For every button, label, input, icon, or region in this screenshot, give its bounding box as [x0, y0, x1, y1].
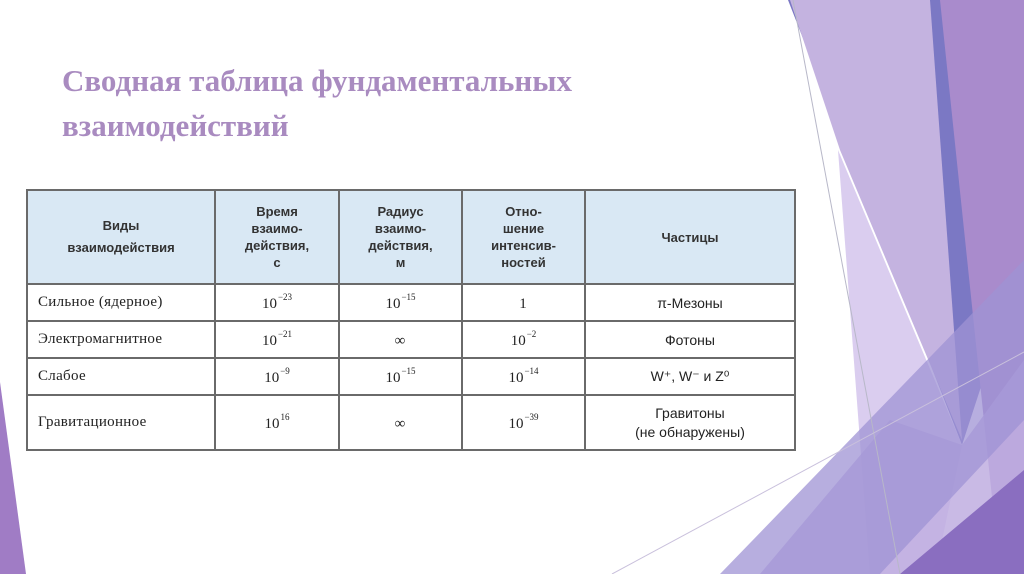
- header-interaction-radius: Радиус взаимо- действия, м: [339, 190, 462, 284]
- cell-type: Электромагнитное: [27, 321, 215, 358]
- cell-radius: $10^{-15}$: [339, 358, 462, 395]
- table-row: [27, 358, 795, 395]
- header-particles: Частицы: [585, 190, 795, 284]
- table-header-row: [27, 190, 795, 284]
- particles-name: Гравитоны: [655, 404, 725, 421]
- cell-ratio: $10^{-14}$: [462, 358, 585, 395]
- cell-type: Гравитационное: [27, 395, 215, 450]
- cell-time: $10^{-21}$: [215, 321, 339, 358]
- cell-particles: π-Мезоны: [585, 284, 795, 321]
- particles-note: (не обнаружены): [635, 423, 745, 440]
- cell-type: Слабое: [27, 358, 215, 395]
- cell-ratio: 1: [462, 284, 585, 321]
- decor-shape-left-sliver: [0, 382, 26, 574]
- interactions-table: [26, 189, 796, 451]
- slide-title: [62, 58, 762, 148]
- cell-time: $10^{-9}$: [215, 358, 339, 395]
- table-row: [27, 284, 795, 321]
- cell-time: $10^{-23}$: [215, 284, 339, 321]
- cell-time: $10^{16}$: [215, 395, 339, 450]
- cell-ratio: $10^{-39}$: [462, 395, 585, 450]
- cell-type: Сильное (ядерное): [27, 284, 215, 321]
- header-interaction-time: Время взаимо- действия, с: [215, 190, 339, 284]
- title-line-1: Сводная таблица фундаментальных: [62, 63, 572, 98]
- title-line-2: взаимодействий: [62, 108, 289, 143]
- header-interaction-type: Виды взаимодействия: [27, 190, 215, 284]
- table-row: [27, 395, 795, 450]
- interactions-table-container: [26, 189, 794, 449]
- cell-radius: $10^{-15}$: [339, 284, 462, 321]
- header-intensity-ratio: Отно- шение интенсив- ностей: [462, 190, 585, 284]
- table-row: [27, 321, 795, 358]
- cell-particles: W⁺, W⁻ и Z⁰: [585, 358, 795, 395]
- cell-radius: ∞: [339, 395, 462, 450]
- cell-ratio: $10^{-2}$: [462, 321, 585, 358]
- cell-radius: ∞: [339, 321, 462, 358]
- cell-particles: Фотоны: [585, 321, 795, 358]
- cell-particles: [585, 395, 795, 450]
